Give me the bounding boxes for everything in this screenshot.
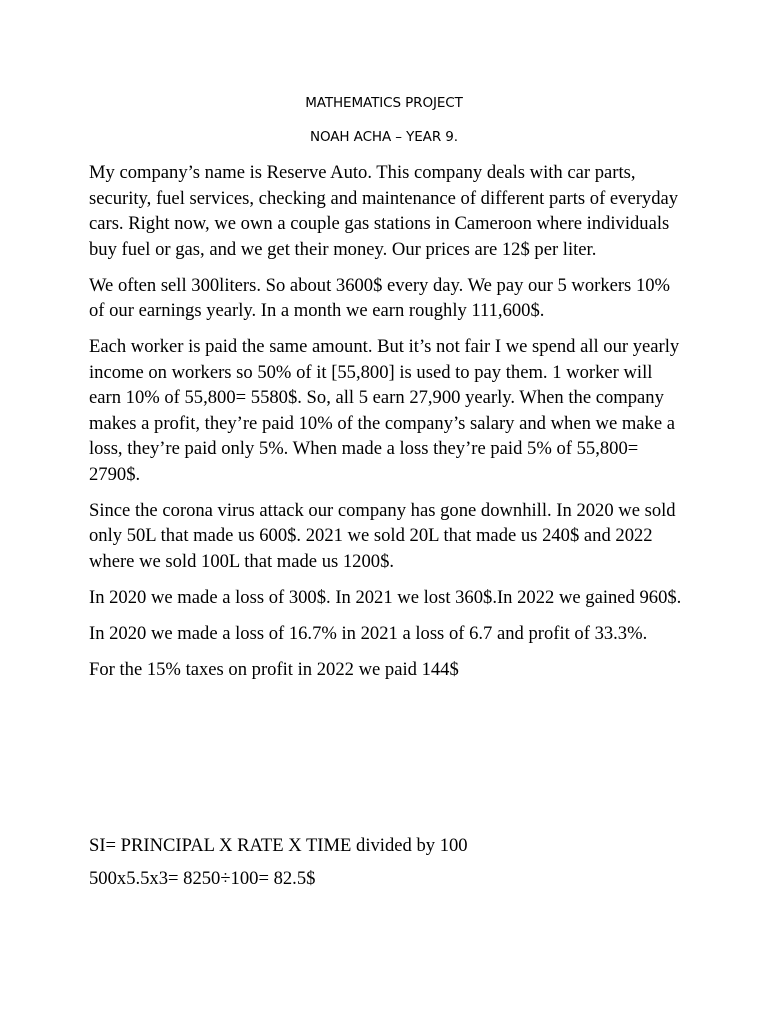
paragraph-corona-impact: Since the corona virus attack our company has gone downhill. In 2020 we sold only 50L that made us 600$. 2021 we sold 20L that made us 240$ and 2022 where we sold 100L that made us 1200$.	[89, 499, 676, 572]
body-text	[89, 160, 689, 693]
paragraph-worker-pay: Each worker is paid the same amount. But it’s not fair I we spend all our yearly income on workers so 50% of it [55,800] is used to pay them. 1 worker will earn 10% of 55,800= 5580$. So, all 5 earn 27,900 yearly. When the company makes a profit, they’re paid 10% of the company’s salary and when we make a loss, they’re paid only 5%. When made a loss they’re paid 5% of 55,800= 2790$.	[89, 336, 680, 485]
formula-definition: SI= PRINCIPAL X RATE X TIME divided by 100	[89, 835, 468, 856]
paragraph-sales: We often sell 300liters. So about 3600$ every day. We pay our 5 workers 10% of our earnings yearly. In a month we earn roughly 111,600$.	[89, 274, 671, 321]
formula-section	[89, 833, 689, 898]
paragraph-percentages: In 2020 we made a loss of 16.7% in 2021 a loss of 6.7 and profit of 33.3%.	[89, 622, 648, 644]
formula-calculation: 500x5.5x3= 8250÷100= 82.5$	[89, 867, 316, 889]
document-subtitle: NOAH ACHA – YEAR 9.	[310, 129, 458, 145]
document-title: MATHEMATICS PROJECT	[305, 95, 463, 111]
paragraph-taxes: For the 15% taxes on profit in 2022 we paid 144$	[89, 658, 459, 680]
paragraph-company-intro: My company’s name is Reserve Auto. This company deals with car parts, security, fuel services, checking and maintenance of different parts of everyday cars. Right now, we own a couple gas stations in Cameroon where individuals buy fuel or gas, and we get their money. Our prices are 12$ per liter.	[89, 162, 679, 260]
paragraph-loss-gain: In 2020 we made a loss of 300$. In 2021 we lost 360$.In 2022 we gained 960$.	[89, 586, 682, 608]
